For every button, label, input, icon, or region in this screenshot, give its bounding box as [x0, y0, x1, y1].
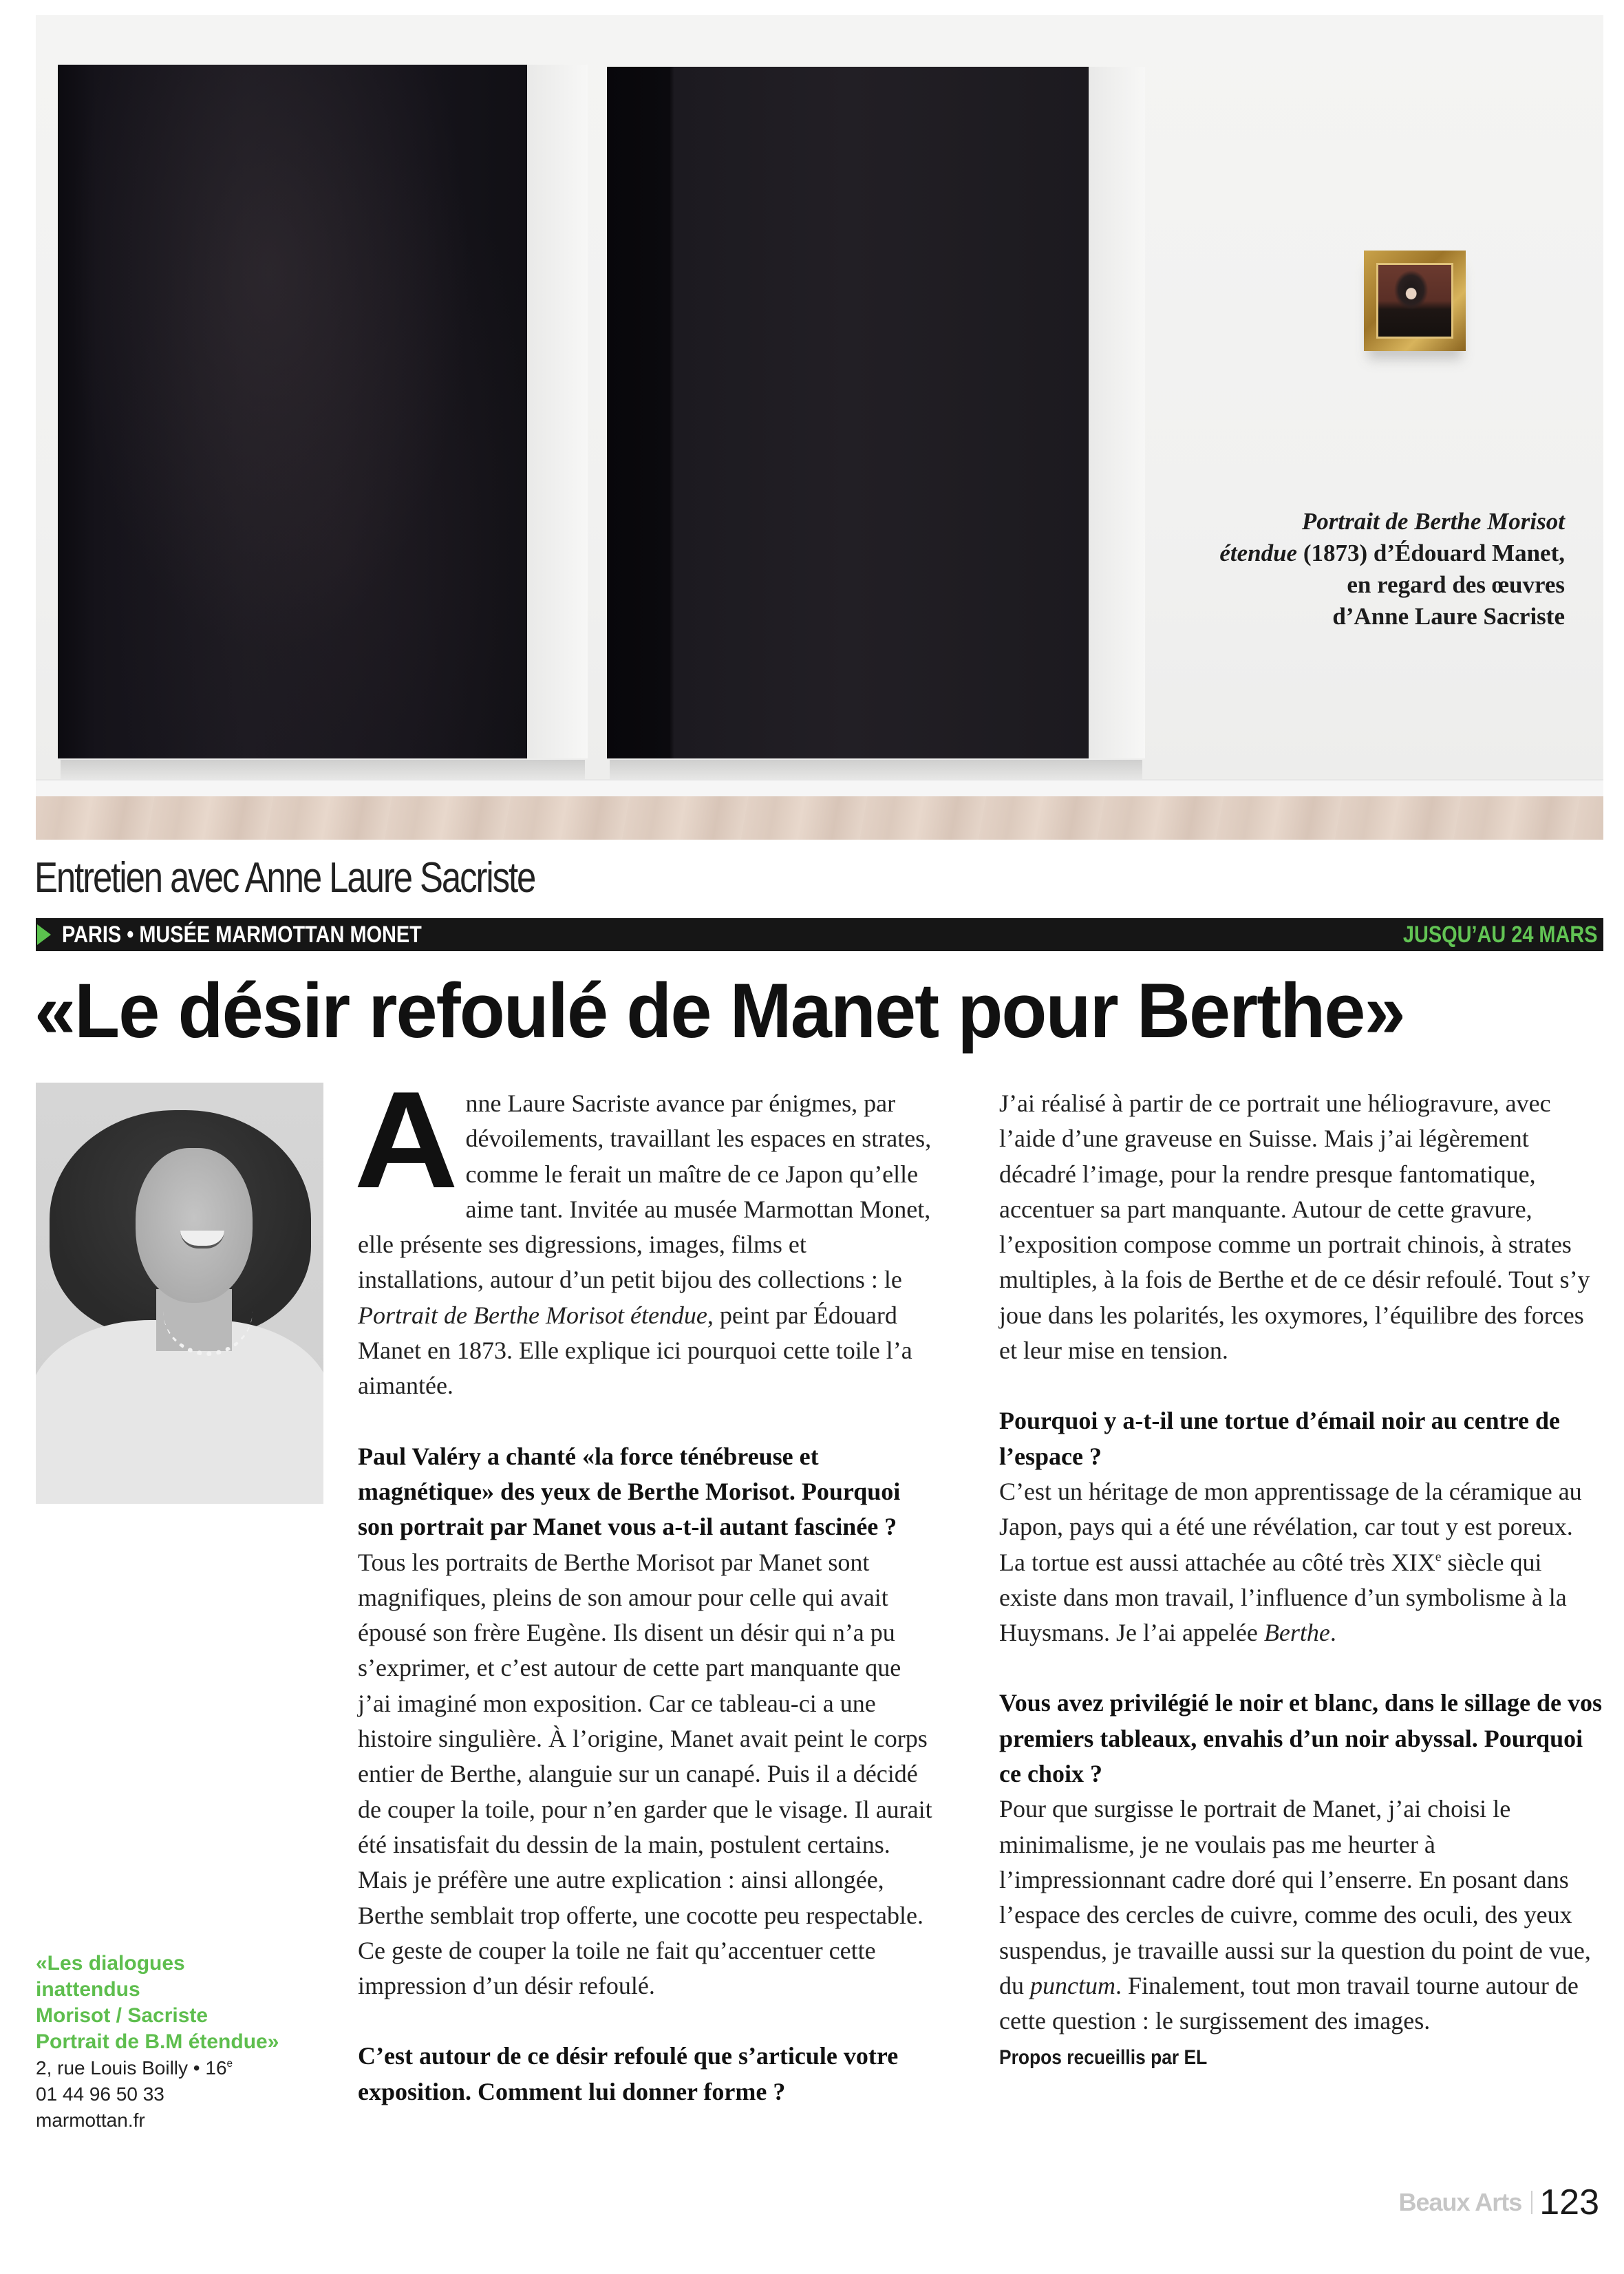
caption-line-4: d’Anne Laure Sacriste	[1332, 603, 1565, 630]
framed-manet-portrait	[1364, 251, 1466, 351]
event-location: PARIS • MUSÉE MARMOTTAN MONET	[62, 922, 422, 948]
byline: Propos recueillis par EL	[999, 2046, 1208, 2070]
drop-cap: A	[354, 1063, 459, 1217]
intro-artwork-title: Portrait de Berthe Morisot étendue	[358, 1301, 707, 1329]
museum-phone: 01 44 96 50 33	[36, 2083, 164, 2105]
intro-text: nne Laure Sacriste avance par énigmes, par dévoilements, travaillant les espaces en strates, comme le ferait un maître de ce Japon qu’elle aime tant. Invitée au musée Marmottan Monet, elle présente ses digressions, images, films et installations, autour d’un petit bijou des collections : le	[358, 1090, 932, 1294]
page-footer	[1398, 2182, 1599, 2223]
canvas-white-band	[527, 65, 588, 758]
question-1: Paul Valéry a chanté «la force ténébreuse et magnétique» des yeux de Berthe Morisot. Pourquoi son portrait par Manet vous a-t-il autant fascinée ?	[358, 1442, 901, 1541]
section-kicker: Entretien avec Anne Laure Sacriste	[34, 854, 535, 902]
canvas-surface	[58, 65, 527, 758]
exhibition-info	[36, 1951, 339, 2134]
event-dates: JUSQU’AU 24 MARS	[1403, 922, 1598, 948]
article-headline: «Le désir refoulé de Manet pour Berthe»	[34, 968, 1404, 1054]
wooden-floor	[36, 796, 1603, 840]
wall-baseboard	[36, 779, 1603, 798]
caption-title-2: étendue	[1219, 540, 1298, 566]
photo-caption	[1152, 506, 1565, 633]
page-number: 123	[1539, 2182, 1599, 2222]
hero-photo	[36, 15, 1603, 840]
answer-4: Pour que surgisse le portrait de Manet, j’ai choisi le minimalisme, je ne voulais pas me heurter à l’impressionnant cadre doré qui l’enserre. En posant dans l’espace des cercles de cuivre, comme des oculi, des yeux suspendus, je travaille aussi sur la question du point de vue, du punctum. Finalement, tout mon travail tourne autour de cette question : le surgissement des images.	[999, 1795, 1591, 2035]
answer-3: C’est un héritage de mon apprentissage de la céramique au Japon, pays qui a été une révélation, car tout y est poreux. La tortue est aussi attachée au côté très XIXe siècle qui existe dans mon travail, l’influence d’un symbolisme à la Huysmans. Je l’ai appelée Berthe.	[999, 1477, 1582, 1647]
caption-line-3: en regard des œuvres	[1347, 571, 1565, 598]
black-canvas-right	[607, 67, 1145, 758]
intro-text-end: , peint par Édouard Manet en 1873. Elle explique ici pourquoi cette toile l’a aimantée.	[358, 1301, 912, 1400]
intro-paragraph	[354, 1063, 936, 1404]
question-3: Pourquoi y a-t-il une tortue d’émail noir au centre de l’espace ?	[999, 1407, 1560, 1470]
exhibition-title-line: inattendus	[36, 1978, 140, 2001]
question-4: Vous avez privilégié le noir et blanc, dans le sillage de vos premiers tableaux, envahis d’un noir abyssal. Pourquoi ce choix ?	[999, 1689, 1603, 1788]
canvas-white-band	[1089, 67, 1145, 758]
event-banner	[36, 918, 1603, 951]
article-column-right	[999, 1086, 1605, 2076]
magazine-name: Beaux Arts	[1398, 2188, 1522, 2216]
question-2: C’est autour de ce désir refoulé que s’articule votre exposition. Comment lui donner forme ?	[358, 2042, 899, 2105]
framed-portrait-canvas	[1376, 263, 1453, 339]
footer-divider	[1531, 2191, 1532, 2214]
answer-2: J’ai réalisé à partir de ce portrait une héliogravure, avec l’aide d’une graveuse en Suisse. Mais j’ai légèrement décadré l’image, pour la rendre presque fantomatique, accentuer sa part manquante. Autour de cette gravure, l’exposition compose comme un portrait chinois, à strates multiples, à la fois de Berthe et de ce désir refoulé. Tout s’y joue dans les polarités, les oxymores, l’équilibre des forces et leur mise en tension.	[999, 1090, 1590, 1365]
exhibition-title-line: Portrait de B.M étendue»	[36, 2030, 279, 2053]
caption-title: Portrait de Berthe Morisot	[1301, 508, 1565, 535]
artist-portrait-photo	[36, 1083, 323, 1504]
answer-1: Tous les portraits de Berthe Morisot par Manet sont magnifiques, pleins de son amour pour celle qui avait épousé son frère Eugène. Ils disent un désir qui n’a pu s’exprimer, et c’est autour de cette part manquante que j’ai imaginé mon exposition. Car ce tableau-ci a une histoire singulière. À l’origine, Manet avait peint le corps entier de Berthe, alanguie sur un canapé. Puis il a décidé de couper la toile, pour n’en garder que le visage. Il aurait été insatisfait du dessin de la main, postulent certains. Mais je préfère une autre explication : ainsi allongée, Berthe semblait trop offerte, une cocotte peu respectable. Ce geste de couper la toile ne fait qu’accentuer cette impression d’un désir refoulé.	[358, 1548, 932, 2000]
play-triangle-icon	[37, 924, 51, 945]
caption-date-artist: (1873) d’Édouard Manet,	[1297, 540, 1565, 566]
museum-address: 2, rue Louis Boilly • 16e	[36, 2057, 233, 2079]
exhibition-title-line: Morisot / Sacriste	[36, 2004, 209, 2027]
black-canvas-left	[58, 65, 588, 758]
canvas-surface	[607, 67, 1089, 758]
exhibition-title-line: «Les dialogues	[36, 1952, 185, 1975]
museum-website[interactable]: marmottan.fr	[36, 2110, 145, 2131]
article-column-middle	[354, 1063, 936, 2110]
portrait-face	[136, 1148, 253, 1303]
